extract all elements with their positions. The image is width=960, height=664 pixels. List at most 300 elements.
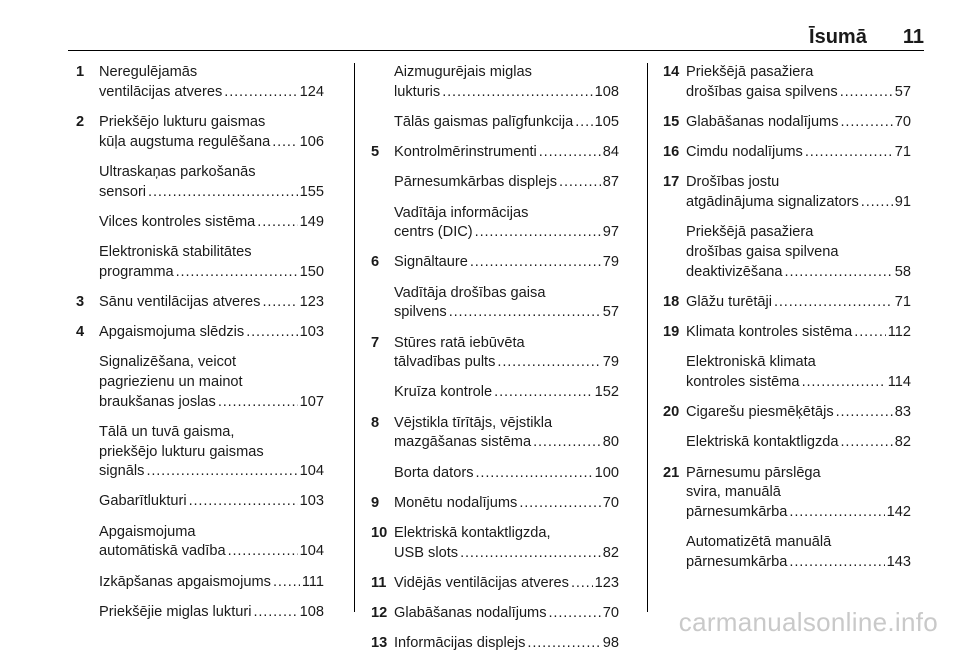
- dot-leader: [449, 303, 601, 323]
- dot-leader: [549, 604, 601, 624]
- index-entry: [371, 414, 619, 453]
- entry-last-line: [394, 574, 619, 594]
- item-number: [371, 204, 394, 243]
- entry-body: [394, 494, 619, 514]
- index-entry: [371, 204, 619, 243]
- entry-text: Apgaismojuma: [99, 523, 196, 540]
- index-entry: [76, 243, 324, 282]
- page-reference: 104: [299, 543, 324, 560]
- entry-line: [686, 223, 911, 243]
- item-number: 20: [663, 404, 680, 421]
- dot-leader: [476, 464, 593, 484]
- dot-leader: [442, 83, 592, 103]
- entry-body: [394, 284, 619, 323]
- entry-line: [686, 173, 911, 193]
- entry-text: Signalizēšana, veicot: [99, 354, 237, 371]
- entry-text: deaktivizēšana: [686, 263, 783, 280]
- index-entry: [76, 63, 324, 102]
- entry-body: [686, 63, 911, 102]
- item-number: [371, 284, 394, 323]
- entry-text: Kontrolmērinstrumenti: [394, 144, 537, 161]
- entry-body: [99, 492, 324, 512]
- entry-body: [394, 253, 619, 273]
- entry-last-line: [99, 293, 324, 313]
- entry-text: Priekšējā pasažiera: [686, 64, 814, 80]
- page-reference: 114: [887, 373, 911, 390]
- page-reference: 84: [602, 144, 619, 161]
- entry-line: [686, 63, 911, 83]
- page-header: [809, 26, 924, 49]
- dot-leader: [836, 403, 893, 423]
- page-reference: 82: [894, 434, 911, 451]
- entry-text: Kruīza kontrole: [394, 384, 493, 401]
- page-reference: 143: [886, 553, 911, 570]
- item-number: [371, 173, 394, 193]
- header-rule: [68, 50, 924, 51]
- entry-body: [394, 634, 619, 654]
- index-entry: [663, 403, 911, 423]
- entry-last-line: [394, 544, 619, 564]
- entry-text: pārnesumkārba: [686, 553, 788, 570]
- entry-text: priekšējo lukturu gaismas: [99, 443, 264, 460]
- index-entry: [663, 113, 911, 133]
- entry-line: [394, 63, 619, 83]
- page-reference: 70: [894, 113, 911, 130]
- entry-text: pagriezienu un mainot: [99, 373, 243, 390]
- page-reference: 57: [894, 83, 911, 100]
- entry-body: [686, 464, 911, 523]
- entry-last-line: [686, 503, 911, 523]
- index-column-2: [371, 63, 619, 664]
- entry-line: [99, 163, 324, 183]
- entry-body: [394, 204, 619, 243]
- entry-line: [394, 284, 619, 304]
- dot-leader: [805, 143, 893, 163]
- entry-text: Cimdu nodalījums: [686, 144, 803, 161]
- index-entry: [663, 173, 911, 212]
- index-entry: [371, 464, 619, 484]
- entry-text: Elektriskā kontaktligzda,: [394, 524, 551, 541]
- dot-leader: [228, 542, 298, 562]
- entry-text: Pārnesumu pārslēga: [686, 464, 821, 481]
- entry-text: Signāltaure: [394, 254, 468, 271]
- entry-text: braukšanas joslas: [99, 393, 216, 410]
- entry-last-line: [394, 604, 619, 624]
- entry-last-line: [686, 403, 911, 423]
- index-entry: [663, 533, 911, 572]
- entry-line: [99, 423, 324, 443]
- dot-leader: [218, 393, 298, 413]
- index-entry: [371, 574, 619, 594]
- dot-leader: [789, 503, 884, 523]
- entry-text: Izkāpšanas apgaismojums: [99, 573, 271, 590]
- dot-leader: [253, 603, 297, 623]
- entry-line: [394, 204, 619, 224]
- entry-body: [99, 423, 324, 482]
- entry-last-line: [99, 492, 324, 512]
- item-number: 5: [371, 144, 380, 161]
- entry-last-line: [99, 183, 324, 203]
- entry-last-line: [686, 293, 911, 313]
- entry-text: pārnesumkārba: [686, 503, 788, 520]
- item-number: [76, 492, 99, 512]
- page-reference: 58: [894, 263, 911, 280]
- item-number: [663, 433, 686, 453]
- index-entry: [371, 173, 619, 193]
- index-entry: [371, 253, 619, 273]
- entry-text: Informācijas displejs: [394, 635, 526, 652]
- entry-body: [99, 163, 324, 202]
- entry-text: Vadītāja drošības gaisa: [394, 284, 546, 301]
- entry-body: [394, 464, 619, 484]
- entry-body: [99, 603, 324, 623]
- index-entry: [663, 293, 911, 313]
- index-entry: [663, 223, 911, 282]
- entry-body: [686, 533, 911, 572]
- dot-leader: [785, 263, 893, 283]
- entry-text: Elektroniskā klimata: [686, 354, 816, 371]
- dot-leader: [470, 253, 601, 273]
- item-number: 18: [663, 293, 680, 310]
- dot-leader: [575, 113, 592, 133]
- entry-body: [686, 223, 911, 282]
- page-reference: 57: [602, 304, 619, 321]
- entry-line: [99, 523, 324, 543]
- entry-last-line: [99, 263, 324, 283]
- entry-line: [99, 443, 324, 463]
- entry-text: ventilācijas atveres: [99, 83, 223, 100]
- page-reference: 155: [299, 183, 324, 200]
- item-number: [663, 223, 686, 282]
- entry-text: Vidējās ventilācijas atveres: [394, 574, 569, 591]
- entry-text: Vadītāja informācijas: [394, 204, 529, 221]
- entry-text: drošības gaisa spilvens: [686, 83, 838, 100]
- entry-text: lukturis: [394, 83, 441, 100]
- item-number: [663, 533, 686, 572]
- entry-text: Vējstikla tīrītājs, vējstikla: [394, 414, 553, 431]
- page-reference: 83: [894, 404, 911, 421]
- dot-leader: [224, 83, 297, 103]
- entry-text: drošības gaisa spilvena: [686, 243, 839, 260]
- index-entry: [76, 353, 324, 412]
- dot-leader: [146, 462, 297, 482]
- column-divider: [354, 63, 355, 612]
- entry-last-line: [394, 253, 619, 273]
- entry-text: Elektroniskā stabilitātes: [99, 243, 252, 260]
- entry-text: Apgaismojuma slēdzis: [99, 324, 245, 341]
- index-entry: [76, 492, 324, 512]
- entry-body: [686, 353, 911, 392]
- entry-body: [99, 293, 324, 313]
- entry-text: Monētu nodalījums: [394, 494, 518, 511]
- entry-text: spilvens: [394, 304, 447, 321]
- entry-last-line: [394, 143, 619, 163]
- entry-text: Sānu ventilācijas atveres: [99, 293, 261, 310]
- item-number: 17: [663, 174, 680, 191]
- entry-body: [99, 353, 324, 412]
- item-number: 3: [76, 293, 85, 310]
- entry-body: [394, 414, 619, 453]
- entry-last-line: [394, 303, 619, 323]
- entry-text: Glāžu turētāji: [686, 293, 772, 310]
- entry-text: Priekšējā pasažiera: [686, 224, 814, 241]
- dot-leader: [854, 323, 885, 343]
- entry-line: [686, 464, 911, 484]
- entry-last-line: [686, 433, 911, 453]
- entry-text: Vilces kontroles sistēma: [99, 213, 256, 230]
- entry-text: sensori: [99, 183, 147, 200]
- entry-body: [686, 433, 911, 453]
- entry-last-line: [686, 323, 911, 343]
- page-reference: 70: [602, 605, 619, 622]
- page-reference: 98: [602, 635, 619, 652]
- entry-text: svira, manuālā: [686, 484, 781, 501]
- entry-line: [394, 334, 619, 354]
- item-number: 9: [371, 494, 380, 511]
- item-number: [371, 383, 394, 403]
- entry-text: Tālā un tuvā gaisma,: [99, 423, 235, 440]
- entry-text: USB slots: [394, 544, 459, 561]
- entry-text: Automatizētā manuālā: [686, 534, 832, 551]
- page-reference: 82: [602, 544, 619, 561]
- item-number: 1: [76, 64, 85, 80]
- page-reference: 70: [602, 494, 619, 511]
- index-entry: [371, 524, 619, 563]
- entry-last-line: [394, 634, 619, 654]
- item-number: [371, 464, 394, 484]
- page-reference: 108: [299, 603, 324, 620]
- entry-text: Priekšējo lukturu gaismas: [99, 113, 266, 130]
- entry-last-line: [99, 83, 324, 103]
- entry-text: Borta dators: [394, 464, 474, 481]
- entry-line: [686, 243, 911, 263]
- item-number: [76, 243, 99, 282]
- index-entry: [76, 573, 324, 593]
- entry-body: [99, 573, 324, 593]
- page-reference: 79: [602, 254, 619, 271]
- page-reference: 91: [894, 194, 911, 211]
- index-entry: [76, 603, 324, 623]
- page-reference: 149: [299, 213, 324, 230]
- entry-body: [99, 523, 324, 562]
- item-number: 19: [663, 324, 680, 341]
- page-reference: 112: [887, 324, 911, 341]
- dot-leader: [559, 173, 601, 193]
- entry-last-line: [394, 173, 619, 193]
- dot-leader: [262, 293, 297, 313]
- entry-text: kūļa augstuma regulēšana: [99, 133, 271, 150]
- item-number: [76, 523, 99, 562]
- dot-leader: [571, 574, 593, 594]
- entry-text: Priekšējie miglas lukturi: [99, 603, 252, 620]
- entry-body: [686, 113, 911, 133]
- entry-body: [394, 173, 619, 193]
- item-number: [76, 163, 99, 202]
- dot-leader: [861, 193, 893, 213]
- entry-line: [99, 373, 324, 393]
- entry-body: [394, 113, 619, 133]
- dot-leader: [841, 433, 893, 453]
- index-entry: [371, 604, 619, 624]
- index-entry: [371, 143, 619, 163]
- index-entry: [663, 353, 911, 392]
- entry-text: Tālās gaismas palīgfunkcija: [394, 113, 574, 130]
- entry-last-line: [686, 373, 911, 393]
- entry-body: [394, 334, 619, 373]
- index-entry: [371, 113, 619, 133]
- page-reference: 79: [602, 354, 619, 371]
- entry-body: [686, 143, 911, 163]
- page-reference: 105: [594, 113, 619, 130]
- entry-body: [394, 604, 619, 624]
- page-reference: 108: [594, 83, 619, 100]
- entry-body: [394, 574, 619, 594]
- entry-line: [99, 63, 324, 83]
- index-entry: [663, 464, 911, 523]
- entry-last-line: [686, 113, 911, 133]
- entry-last-line: [394, 223, 619, 243]
- entry-line: [99, 353, 324, 373]
- entry-text: Cigarešu piesmēķētājs: [686, 404, 834, 421]
- page-reference: 80: [602, 434, 619, 451]
- item-number: 4: [76, 324, 85, 341]
- entry-body: [394, 383, 619, 403]
- index-entry: [76, 213, 324, 233]
- item-number: 14: [663, 64, 680, 80]
- entry-line: [394, 414, 619, 434]
- entry-body: [99, 323, 324, 343]
- entry-last-line: [686, 263, 911, 283]
- entry-text: kontroles sistēma: [686, 373, 800, 390]
- dot-leader: [273, 573, 300, 593]
- entry-text: Ultraskaņas parkošanās: [99, 163, 256, 180]
- entry-line: [686, 483, 911, 503]
- index-entry: [76, 163, 324, 202]
- dot-leader: [460, 544, 601, 564]
- item-number: 13: [371, 635, 388, 652]
- entry-text: Stūres ratā iebūvēta: [394, 334, 525, 351]
- entry-last-line: [99, 323, 324, 343]
- entry-last-line: [394, 464, 619, 484]
- entry-last-line: [99, 603, 324, 623]
- entry-body: [99, 213, 324, 233]
- index-entry: [371, 494, 619, 514]
- item-number: [663, 353, 686, 392]
- page-reference: 87: [602, 174, 619, 191]
- entry-body: [394, 143, 619, 163]
- item-number: 21: [663, 464, 680, 481]
- item-number: 6: [371, 254, 380, 271]
- dot-leader: [802, 373, 886, 393]
- dot-leader: [494, 383, 592, 403]
- entry-text: Neregulējamās: [99, 64, 198, 80]
- entry-last-line: [394, 83, 619, 103]
- page-reference: 123: [299, 293, 324, 310]
- entry-text: signāls: [99, 463, 145, 480]
- index-entry: [76, 523, 324, 562]
- page-reference: 103: [299, 324, 324, 341]
- entry-line: [686, 353, 911, 373]
- entry-text: Gabarītlukturi: [99, 493, 187, 510]
- index-column-1: [76, 63, 324, 633]
- dot-leader: [497, 353, 600, 373]
- entry-text: Glabāšanas nodalījums: [394, 605, 547, 622]
- index-entry: [371, 334, 619, 373]
- item-number: 15: [663, 113, 680, 130]
- entry-body: [686, 403, 911, 423]
- dot-leader: [257, 213, 297, 233]
- page-reference: 104: [299, 463, 324, 480]
- entry-last-line: [394, 433, 619, 453]
- page-reference: 71: [894, 293, 911, 310]
- index-entry: [663, 433, 911, 453]
- dot-leader: [519, 494, 600, 514]
- page-reference: 152: [594, 384, 619, 401]
- index-column-3: [663, 63, 911, 583]
- index-entry: [663, 63, 911, 102]
- item-number: [76, 353, 99, 412]
- page-reference: 100: [594, 464, 619, 481]
- dot-leader: [189, 492, 298, 512]
- entry-last-line: [394, 494, 619, 514]
- dot-leader: [539, 143, 601, 163]
- entry-text: Pārnesumkārbas displejs: [394, 174, 558, 191]
- dot-leader: [789, 553, 884, 573]
- item-number: 10: [371, 524, 388, 541]
- dot-leader: [246, 323, 297, 343]
- dot-leader: [272, 133, 297, 153]
- entry-last-line: [99, 573, 324, 593]
- item-number: [371, 113, 394, 133]
- item-number: 7: [371, 334, 380, 351]
- entry-line: [99, 243, 324, 263]
- page-reference: 123: [594, 574, 619, 591]
- index-entry: [371, 634, 619, 654]
- entry-text: Drošības jostu: [686, 174, 780, 191]
- entry-last-line: [99, 393, 324, 413]
- entry-last-line: [394, 383, 619, 403]
- entry-last-line: [99, 542, 324, 562]
- dot-leader: [774, 293, 893, 313]
- entry-body: [394, 524, 619, 563]
- page-reference: 71: [894, 144, 911, 161]
- watermark: carmanualsonline.info: [678, 607, 938, 637]
- entry-body: [99, 243, 324, 282]
- entry-text: Klimata kontroles sistēma: [686, 324, 853, 341]
- entry-last-line: [99, 213, 324, 233]
- index-entry: [76, 293, 324, 313]
- entry-body: [686, 293, 911, 313]
- index-entry: [76, 423, 324, 482]
- entry-last-line: [99, 133, 324, 153]
- page-reference: 107: [299, 393, 324, 410]
- dot-leader: [527, 634, 600, 654]
- index-entry: [76, 113, 324, 152]
- entry-text: automātiskā vadība: [99, 543, 226, 560]
- index-entry: [371, 63, 619, 102]
- entry-line: [394, 524, 619, 544]
- item-number: [76, 423, 99, 482]
- item-number: 8: [371, 414, 380, 431]
- entry-last-line: [686, 143, 911, 163]
- dot-leader: [148, 183, 298, 203]
- entry-body: [99, 113, 324, 152]
- entry-last-line: [394, 113, 619, 133]
- entry-text: mazgāšanas sistēma: [394, 434, 532, 451]
- dot-leader: [176, 263, 298, 283]
- entry-body: [686, 323, 911, 343]
- entry-text: tālvadības pults: [394, 354, 496, 371]
